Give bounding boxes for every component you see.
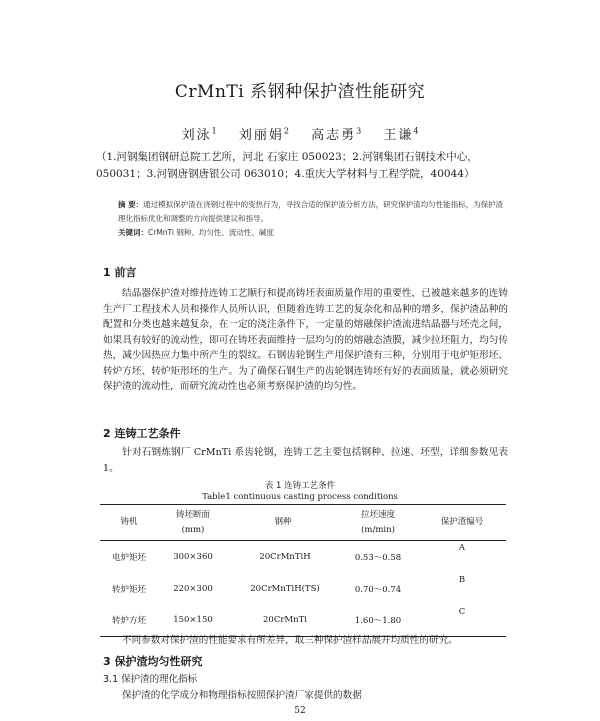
author-list xyxy=(0,124,600,143)
table-cell: A xyxy=(458,543,466,553)
abstract-block xyxy=(118,198,508,240)
after-table-text: 不同参数对保护渣的性能要求有所差异，取三种保护渣样品展开均质性的研究。 xyxy=(122,635,458,646)
section-1-body: 结晶器保护渣对维持连铸工艺顺行和提高铸坯表面质量作用的重要性，已被越来越多的连铸生产厂工程技术人员和操作人员所认识，但随着连铸工艺的复杂化和品种的增多，保护渣品种的配置和分类也越来越复杂，在一定的浇注条件下，一定量的熔融保护渣流进结晶器与坯壳之间，如果具有较好的流动性，即可在铸坯表面维持一层均匀的的熔融态渣膜，减少拉坯阻力，均匀传热，减少因热应力集中所产生的裂纹。石钢齿轮钢生产用保护渣有三种，分别用于电炉矩形坯、转炉方坯、转炉矩形坯的生产。为了确保石钢生产的齿轮钢连铸坯有好的表面质量，就必须研究保护渣的流动性，而研究流动性也必须考察保护渣的均匀性。 xyxy=(103,288,508,392)
author: 刘泳$^1$ xyxy=(181,126,217,143)
section-2-heading: 2 连铸工艺条件 xyxy=(103,427,181,440)
table-cell: 0.53～0.58 xyxy=(354,552,402,563)
table-caption-zh: 表 1 连铸工艺条件 xyxy=(264,481,336,491)
table-cell: 20CrMnTiH(TS) xyxy=(250,583,320,594)
author: 王谦$^4$ xyxy=(383,126,419,143)
table-cell: 300×360 xyxy=(173,551,213,562)
table-row xyxy=(100,541,506,573)
table-cell: 1.60～1.80 xyxy=(338,605,418,637)
section-1-heading: 1 前言 xyxy=(103,266,137,279)
section-3-1-heading: 3.1 保护渣的理化指标 xyxy=(103,674,198,685)
table-row xyxy=(100,573,506,605)
table-cell: 150×150 xyxy=(158,605,228,637)
table-cell: 20CrMnTiH xyxy=(259,551,311,562)
affiliations: （1.河钢集团钢研总院工艺所，河北 石家庄 050023；2.河钢集团石钢技术中心，050031；3.河钢唐钢唐银公司 063010；4.重庆大学材料与工程学院，40044） xyxy=(96,151,478,180)
table-header-row xyxy=(100,505,506,541)
page-number: 52 xyxy=(294,706,306,716)
table-header-cell: 铸坯断面 (mm) xyxy=(158,505,228,541)
table-header-cell: 钢种 xyxy=(228,505,338,541)
table-cell: C xyxy=(418,605,506,637)
process-conditions-table xyxy=(100,504,506,637)
table-cell: 转炉矩坯 xyxy=(111,584,146,595)
table-row xyxy=(100,605,506,637)
paper-title: CrMnTi 系钢种保护渣性能研究 xyxy=(174,82,426,102)
table-cell: 220×300 xyxy=(173,583,213,594)
author: 刘丽娟$^2$ xyxy=(238,126,289,143)
table-header-cell: 铸机 xyxy=(100,505,158,541)
section-3-heading: 3 保护渣均匀性研究 xyxy=(103,655,203,668)
table-cell: 0.70～0.74 xyxy=(354,584,402,595)
table-caption-en: Table1 continuous casting process conditions xyxy=(202,492,398,502)
table-cell: B xyxy=(458,574,466,585)
table-header-cell: 拉坯速度 (m/min) xyxy=(338,505,418,541)
author: 高志勇$^3$ xyxy=(311,126,362,143)
abstract: 摘 要：通过模拟保护渣在浇钢过程中的变热行为，寻找合适的保护渣分析方法，研究保护渣均匀性能指标，为保护渣理化指标优化和调整的方向提供建议和指导。 xyxy=(118,200,504,223)
section-3-1-body: 保护渣的化学成分和物理指标按照保护渣厂家提供的数据 xyxy=(122,690,362,701)
section-2-body: 针对石钢炼钢厂 CrMnTi 系齿轮钢，连铸工艺主要包括钢种、拉速、坯型，详细参数见表 1。 xyxy=(103,447,508,474)
table-cell: 电炉矩坯 xyxy=(111,552,146,563)
keywords: 关键词：CrMnTi 钢种、均匀性、流动性、碱度 xyxy=(118,228,274,237)
table-cell: 20CrMnTi xyxy=(228,605,338,637)
table-header-cell: 保护渣编号 xyxy=(418,505,506,541)
table-cell: 转炉方坯 xyxy=(100,605,158,637)
